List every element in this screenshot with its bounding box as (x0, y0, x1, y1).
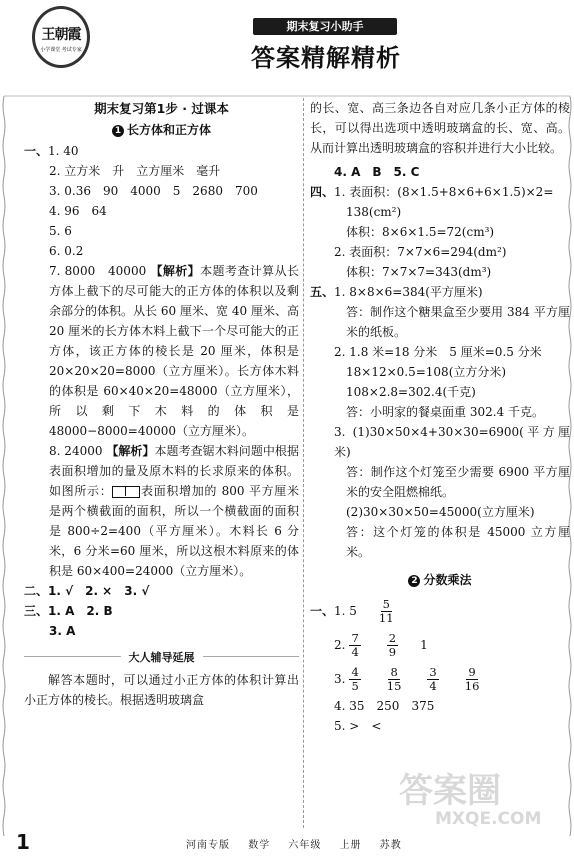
answer-line (24, 621, 299, 641)
answer-text: 答：小明家的餐桌面重 302.4 千克。 (346, 405, 544, 419)
answer-text: 4. A B 5. C (334, 165, 420, 179)
extension-heading (24, 647, 299, 668)
answer-paragraph: 答：制作这个灯笼至少需要 6900 平方厘米的安全阻燃棉纸。 (346, 465, 570, 499)
answer-text: 体积：8×6×1.5=72(cm³) (346, 225, 495, 239)
fraction (465, 666, 480, 693)
continued-paragraph: 的长、宽、高三条边各自对应几条小正方体的棱长，可以得出选项中透明玻璃盒的长、宽、高。从而计算出透明玻璃盒的容积并进行大小比较。 (310, 101, 570, 155)
logo-brand-text: 王朝霞 (41, 27, 81, 43)
answer-paragraph (24, 441, 299, 581)
answer-text: 2. 立方米 升 立方厘米 毫升 (49, 164, 221, 178)
answer-line (310, 222, 570, 242)
answer-text: 4. 35 250 375 (334, 699, 435, 713)
answer-text: (2)30×30×50=45000(立方厘米) (346, 505, 535, 519)
answer-line (310, 182, 570, 202)
answer-text: 4. 96 64 (49, 204, 107, 218)
page-header (0, 0, 574, 92)
answer-text: 8. 24000 (49, 444, 103, 458)
footer-region: 河南专版 (186, 840, 230, 851)
denominator: 5 (351, 678, 359, 693)
answer-line (310, 382, 570, 402)
answer-text: 1. 40 (48, 144, 79, 158)
answer-text: 2. 表面积：7×7×6=294(dm²) (334, 245, 507, 259)
answer-paragraph (24, 261, 299, 441)
footer-edition: 苏教 (379, 840, 402, 851)
fraction (349, 632, 360, 659)
page-number: 1 (16, 830, 30, 854)
analysis-text: 表面积增加的 800 平方厘米是两个横截面的面积，所以一个横截面的面积是 800÷2=400（平方厘米）。木料长 6 分米，6 分米=60 厘米，所以这根木料原来的体积是 60×400=24000（立方厘米）。 (49, 484, 299, 578)
answer-line (310, 282, 570, 302)
watermark (395, 766, 570, 828)
section-number-badge: 2 (408, 575, 420, 587)
numerator: 4 (351, 664, 359, 679)
extension-title: 大人辅导延展 (121, 651, 203, 664)
denominator: 15 (386, 678, 402, 693)
numerator: 9 (468, 664, 476, 679)
analysis-tag: 【解析】 (106, 444, 155, 458)
answer-text: 1. 5 (334, 604, 357, 618)
answer-line (24, 581, 299, 601)
section-title: 长方体和正方体 (126, 123, 211, 137)
numerator: 8 (390, 664, 398, 679)
watermark-url: MXQE.COM (435, 809, 542, 828)
page-title: 答案精解精析 (251, 44, 401, 72)
answer-text: 18×12×0.5=108(立方分米) (346, 365, 507, 379)
answer-line (24, 181, 299, 201)
column-divider (303, 98, 304, 828)
fraction (349, 666, 360, 693)
fraction (387, 666, 402, 693)
answer-paragraph: 3. (1)30×50×4+30×30=6900(平方厘米) (334, 425, 570, 459)
answer-text: 3. A (49, 624, 76, 638)
answer-text: 1 (420, 638, 428, 652)
answer-text: 6. 0.2 (49, 244, 84, 258)
answer-text: 2. 1.8 米=18 分米 5 厘米=0.5 分米 (334, 345, 542, 359)
denominator: 9 (388, 644, 397, 659)
answer-paragraph: 答：这个灯笼的体积是 45000 立方厘米。 (346, 525, 570, 559)
analysis-text: 本题考查计算从长方体上截下的尽可能大的正方体的体积以及剩余部分的体积。从长 60 厘米、宽 40 厘米、高 20 厘米的长方体木料上截下一个尽可能大的正方体，该正方体的棱长是 20 厘米，体积是 20×20×20=8000（立方厘米）。长方体木料的体积是 60×40×20=48000（立方厘米），所以剩下木料的体积是 48000−8000=40000（立方厘米）。 (49, 264, 299, 438)
answer-line (310, 202, 570, 222)
answer-text: 三、1. A 2. B (24, 604, 113, 618)
cuboid-diagram-icon (112, 486, 140, 498)
answer-text: 5. 6 (49, 224, 72, 238)
answer-text: 体积：7×7×7=343(dm³) (346, 265, 492, 279)
answer-line (310, 362, 570, 382)
part-label: 四、 (310, 185, 335, 199)
extension-paragraph: 解答本题时，可以通过小正方体的体积计算出小正方体的棱长。根据透明玻璃盒 (24, 673, 299, 707)
answer-line (24, 141, 299, 161)
answer-text: 5. > < (334, 719, 382, 733)
answer-line (24, 221, 299, 241)
part-label: 一、 (310, 604, 335, 618)
answer-line (310, 162, 570, 182)
fraction (427, 666, 438, 693)
answer-text: 二、1. √ 2. × 3. √ (24, 584, 150, 598)
answer-line (310, 594, 570, 628)
answer-line (310, 716, 570, 736)
denominator: 4 (351, 644, 359, 659)
logo-sub-text: 小学课堂 考试专家 (40, 47, 82, 53)
answer-text: 7. 8000 40000 (49, 264, 147, 278)
answer-text: 2. (334, 638, 346, 652)
answer-line (310, 628, 570, 662)
step-title: 期末复习第1步 · 过课本 (94, 101, 229, 116)
answer-line (310, 402, 570, 422)
denominator: 11 (378, 610, 394, 625)
watermark-text: 答案圈 (399, 771, 501, 811)
section-title: 分数乘法 (423, 573, 472, 587)
section-heading-1 (24, 120, 299, 140)
answer-paragraph: 答：制作这个糖果盒至少要用 384 平方厘米的纸板。 (346, 305, 570, 339)
answer-line (310, 696, 570, 716)
answer-text: 1. 8×8×6=384(平方厘米) (334, 285, 483, 299)
analysis-text: 本题考查锯木料问题中根据表面积增加的量及原木料的长求原来的体积。如图所示： (49, 444, 299, 498)
answer-line (24, 241, 299, 261)
answer-text: 108×2.8=302.4(千克) (346, 385, 476, 399)
part-label: 一、 (24, 144, 49, 158)
answer-text: 3. 0.36 90 4000 5 2680 700 (49, 184, 258, 198)
header-tag: 期末复习小助手 (253, 18, 397, 35)
page-footer (0, 830, 574, 860)
publisher-logo (32, 6, 90, 68)
numerator: 5 (382, 596, 390, 611)
numerator: 2 (388, 630, 397, 645)
answer-line (310, 502, 570, 522)
answer-text: 3. (334, 672, 346, 686)
answer-line (310, 342, 570, 362)
footer-term: 上册 (339, 840, 362, 851)
left-column (24, 98, 299, 710)
fraction (379, 598, 394, 625)
answer-line (310, 662, 570, 696)
answer-line (310, 262, 570, 282)
section-number-badge: 1 (112, 125, 124, 137)
footer-grade: 六年级 (288, 840, 322, 851)
part-label: 五、 (310, 285, 335, 299)
section-heading-2 (310, 570, 570, 590)
answer-text: 1. 表面积：(8×1.5+8×6+6×1.5)×2= (334, 185, 554, 199)
answer-text: 138(cm²) (346, 205, 402, 219)
answer-line (24, 601, 299, 621)
right-column (310, 98, 570, 736)
footer-subject: 数学 (248, 840, 271, 851)
fraction (387, 632, 398, 659)
answer-line (24, 201, 299, 221)
numerator: 3 (429, 664, 437, 679)
analysis-tag: 【解析】 (150, 264, 201, 278)
book-info (186, 836, 416, 851)
answer-line (310, 242, 570, 262)
numerator: 7 (351, 630, 359, 645)
denominator: 4 (429, 678, 437, 693)
answer-line (24, 161, 299, 181)
denominator: 16 (464, 678, 480, 693)
